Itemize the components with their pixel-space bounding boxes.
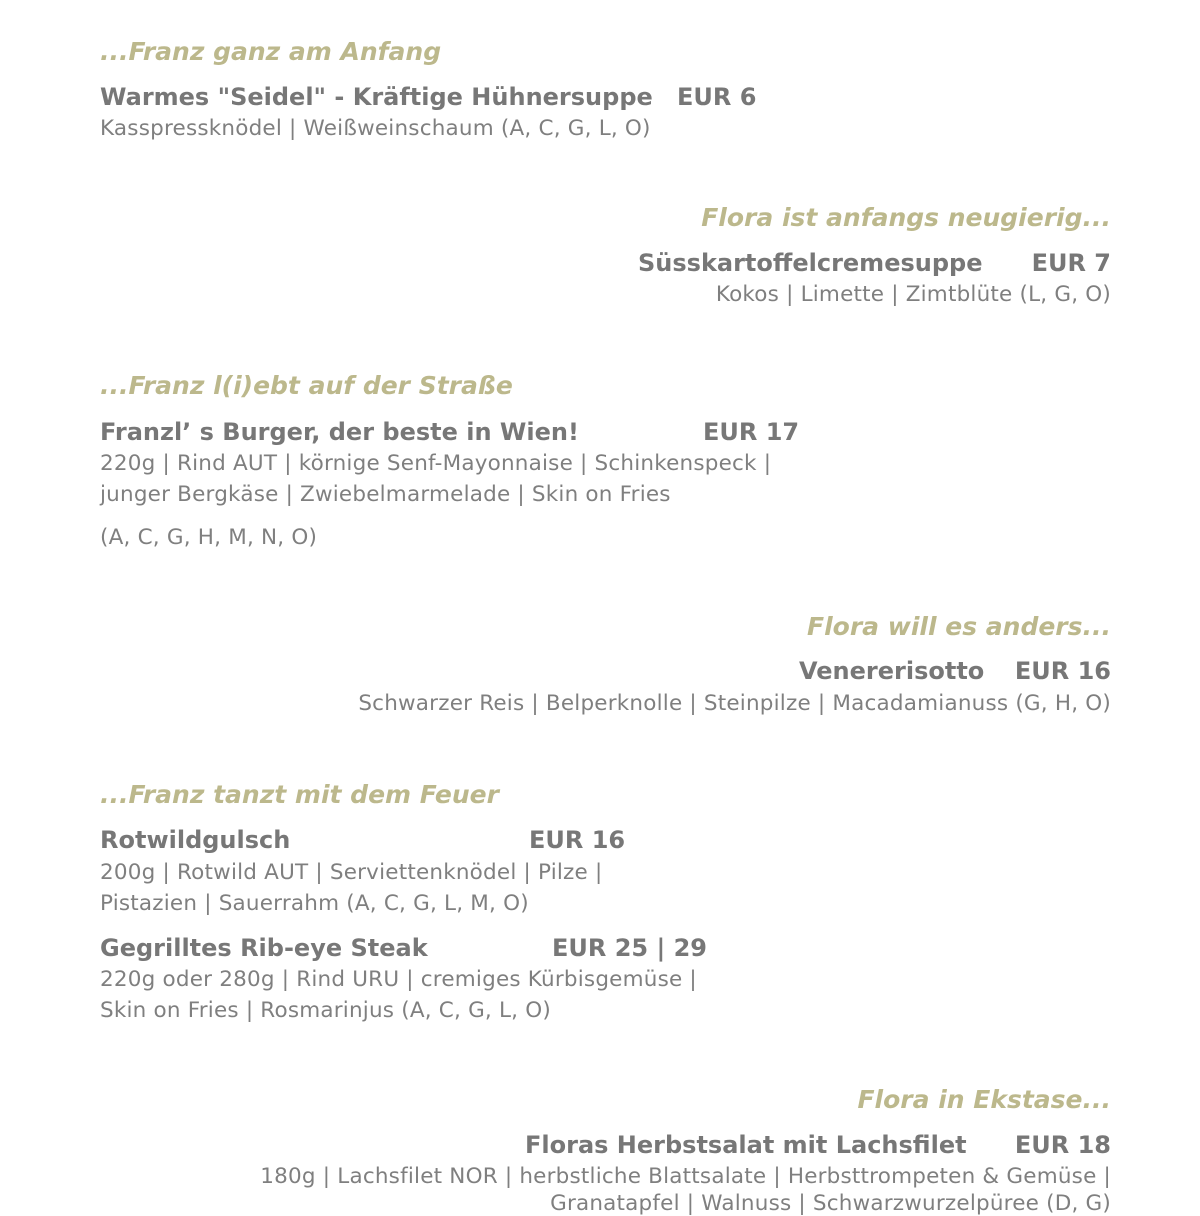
dish-price: EUR 25 | 29 (552, 934, 707, 962)
section-title: Flora will es anders... (807, 612, 1111, 641)
dish-name: Floras Herbstsalat mit Lachsfilet (525, 1131, 967, 1159)
dish-description: 220g | Rind AUT | körnige Senf-Mayonnaise | Schinkenspeck | (100, 451, 772, 476)
section-title: ...Franz l(i)ebt auf der Straße (100, 371, 513, 400)
dish-description: 220g oder 280g | Rind URU | cremiges Kürbisgemüse | (100, 967, 697, 992)
dish-row (100, 85, 800, 113)
dish-price: EUR 17 (703, 418, 800, 446)
section-title: ...Franz ganz am Anfang (100, 37, 442, 66)
dish-row (500, 1133, 1111, 1161)
dish-allergens: (A, C, G, H, M, N, O) (100, 525, 318, 550)
dish-description: Skin on Fries | Rosmarinjus (A, C, G, L, O) (100, 998, 551, 1023)
dish-price: EUR 7 (1031, 249, 1111, 277)
dish-price: EUR 16 (1014, 657, 1111, 685)
dish-price: EUR 18 (1014, 1131, 1111, 1159)
dish-name: Süsskartoffelcremesuppe (638, 249, 983, 277)
dish-description: Kokos | Limette | Zimtblüte (L, G, O) (715, 282, 1111, 307)
dish-description: 200g | Rotwild AUT | Serviettenknödel | Pilze | (100, 860, 603, 885)
section-title: ...Franz tanzt mit dem Feuer (100, 780, 499, 809)
dish-price: EUR 6 (677, 83, 757, 111)
dish-row (700, 659, 1111, 687)
dish-name: Warmes "Seidel" - Kräftige Hühnersuppe (100, 83, 653, 111)
dish-row (100, 420, 820, 448)
dish-name: Rotwildgulsch (100, 826, 291, 854)
dish-name: Gegrilltes Rib-eye Steak (100, 934, 428, 962)
dish-row (100, 936, 740, 964)
dish-description: Granatapfel | Walnuss | Schwarzwurzelpüree (D, G) (550, 1191, 1111, 1216)
dish-description: Kasspressknödel | Weißweinschaum (A, C, G, L, O) (100, 116, 651, 141)
dish-description: 180g | Lachsfilet NOR | herbstliche Blattsalate | Herbsttrompeten & Gemüse | (260, 1164, 1111, 1189)
section-title: Flora in Ekstase... (857, 1085, 1111, 1114)
dish-description: junger Bergkäse | Zwiebelmarmelade | Skin on Fries (100, 482, 671, 507)
dish-name: Venererisotto (799, 657, 985, 685)
dish-description: Pistazien | Sauerrahm (A, C, G, L, M, O) (100, 891, 529, 916)
dish-row (100, 828, 720, 856)
dish-row (600, 251, 1111, 279)
section-title: Flora ist anfangs neugierig... (701, 203, 1111, 232)
dish-name: Franzl’ s Burger, der beste in Wien! (100, 418, 579, 446)
dish-price: EUR 16 (529, 826, 626, 854)
dish-description: Schwarzer Reis | Belperknolle | Steinpilze | Macadamianuss (G, H, O) (358, 691, 1111, 716)
